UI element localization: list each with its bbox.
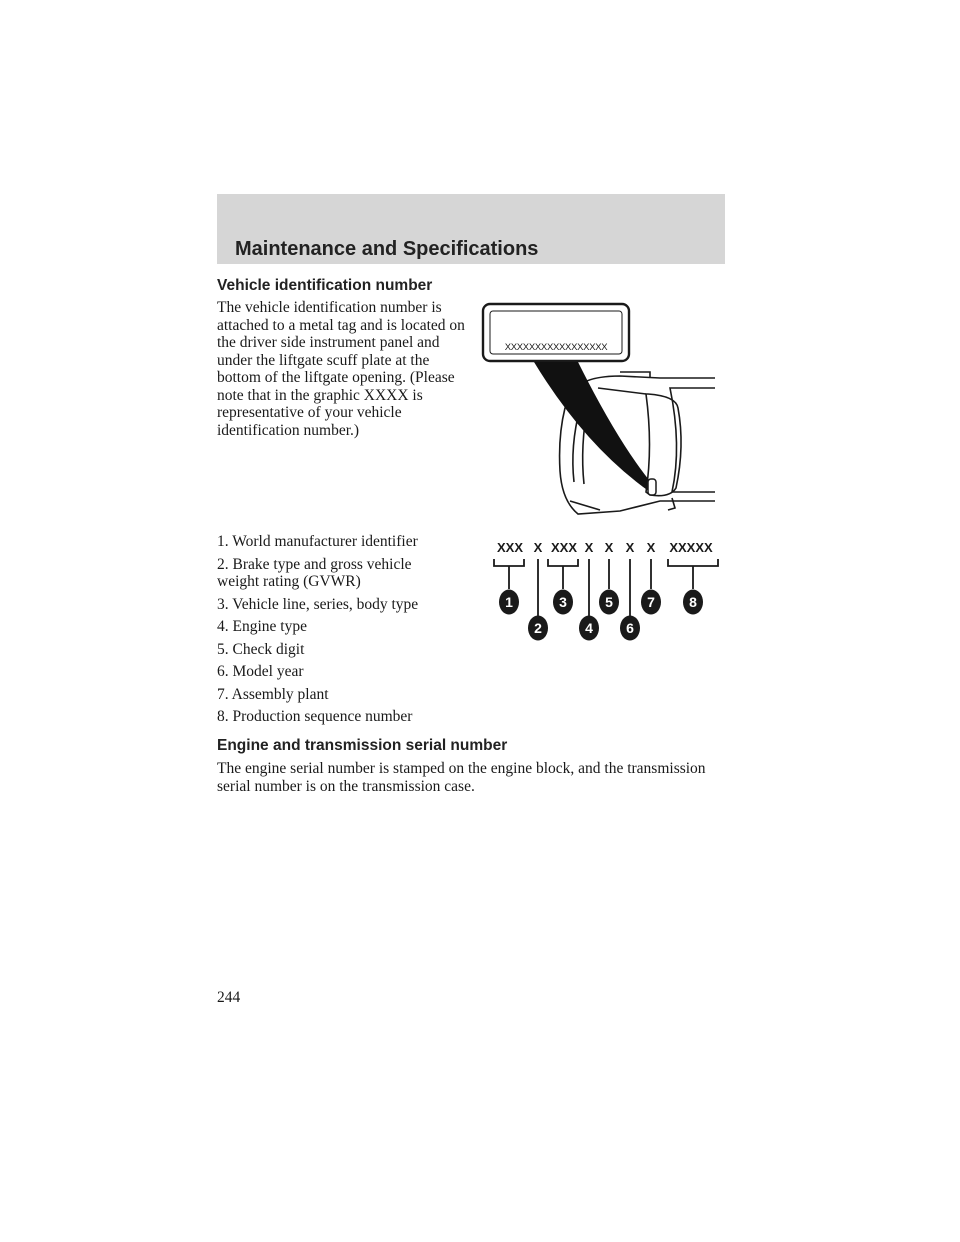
callout-2: 2 (534, 620, 542, 636)
callout-8: 8 (689, 594, 697, 610)
legend-item: 8. Production sequence number (217, 708, 413, 725)
vin-group-5: X (604, 540, 614, 555)
legend-item: 7. Assembly plant (217, 685, 329, 703)
vin-legend (217, 533, 447, 731)
legend-item: 2. Brake type and gross vehicle weight rating (GVWR) (217, 555, 412, 590)
vin-description: The vehicle identification number is attached to a metal tag and is located on the driver side instrument panel and under the liftgate scuff plate at the bottom of the liftgate opening. (Please note that in the graphic XXXX is representative of your vehicle identification number.) (217, 299, 465, 439)
vin-tag-text: XXXXXXXXXXXXXXXXX (504, 342, 608, 353)
legend-item: 4. Engine type (217, 618, 307, 635)
callout-wedge (534, 362, 654, 492)
vin-group-2: X (533, 540, 543, 555)
callout-6: 6 (626, 620, 634, 636)
vin-group-3: XXX (550, 540, 578, 555)
vin-group-1: XXX (496, 540, 524, 555)
callout-7: 7 (647, 594, 655, 610)
legend-item: 3. Vehicle line, series, body type (217, 595, 419, 613)
vin-tag-plate (483, 304, 629, 361)
vin-tag-location-marker (648, 479, 656, 495)
vin-group-7: X (646, 540, 656, 555)
vin-location-illustration (470, 296, 720, 526)
page-number: 244 (217, 989, 241, 1006)
callout-5: 5 (605, 594, 613, 610)
page-title: Maintenance and Specifications (235, 238, 539, 260)
section-header (217, 194, 725, 264)
legend-item: 6. Model year (217, 663, 304, 680)
callout-4: 4 (585, 620, 593, 636)
vin-group-6: X (625, 540, 635, 555)
engine-serial-heading: Engine and transmission serial number (217, 737, 508, 754)
callout-1: 1 (505, 594, 513, 610)
legend-item: 5. Check digit (217, 640, 305, 658)
vin-heading: Vehicle identification number (217, 277, 433, 294)
vin-group-4: X (584, 540, 594, 555)
legend-item: 1. World manufacturer identifier (217, 533, 418, 550)
engine-serial-description: The engine serial number is stamped on the engine block, and the transmission serial number is on the transmission case. (217, 760, 706, 795)
callout-3: 3 (559, 594, 567, 610)
vin-breakdown-diagram (482, 534, 732, 644)
vin-group-8: XXXXX (669, 540, 713, 555)
vin-callouts (499, 590, 703, 641)
